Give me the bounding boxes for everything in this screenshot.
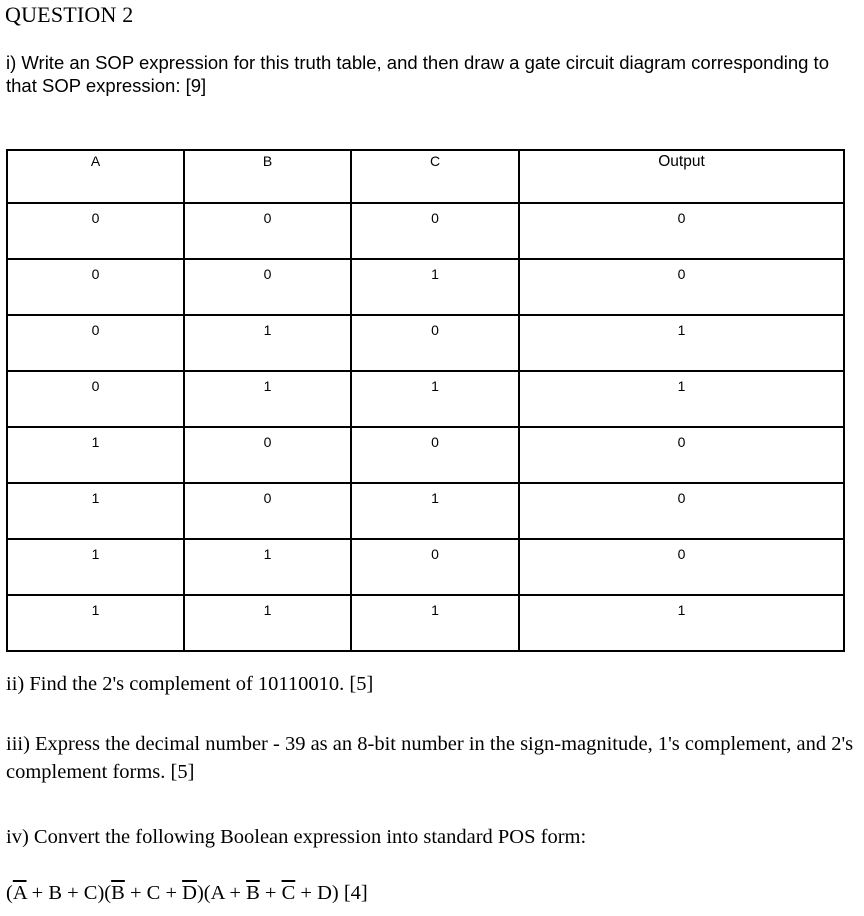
expr-part: + C + xyxy=(124,882,183,904)
cell-output: 0 xyxy=(519,427,844,483)
cell-c: 1 xyxy=(351,371,519,427)
header-a: A xyxy=(7,150,184,203)
cell-c: 1 xyxy=(351,259,519,315)
question-heading: QUESTION 2 xyxy=(5,2,134,27)
expr-complement-a: $\overline{A}$ xyxy=(12,882,27,904)
table-row xyxy=(7,259,844,315)
cell-output: 0 xyxy=(519,203,844,259)
table-row xyxy=(7,203,844,259)
cell-c: 0 xyxy=(351,539,519,595)
header-output: Output xyxy=(519,150,844,203)
header-b: B xyxy=(184,150,351,203)
cell-b: 0 xyxy=(184,259,351,315)
cell-c: 1 xyxy=(351,595,519,651)
cell-a: 1 xyxy=(7,483,184,539)
cell-output: 0 xyxy=(519,483,844,539)
header-c: C xyxy=(351,150,519,203)
table-row xyxy=(7,539,844,595)
cell-output: 0 xyxy=(519,259,844,315)
table-row xyxy=(7,315,844,371)
cell-a: 1 xyxy=(7,427,184,483)
expr-complement-b: $\overline{B}$ xyxy=(246,882,260,904)
cell-a: 0 xyxy=(7,371,184,427)
cell-b: 1 xyxy=(184,595,351,651)
table-row xyxy=(7,483,844,539)
table-header-row xyxy=(7,150,844,203)
question-1-text: i) Write an SOP expression for this truth table, and then draw a gate circuit diagram corresponding to that SOP expression: [9] xyxy=(6,52,829,96)
expr-part: + xyxy=(259,882,282,904)
table-row xyxy=(7,595,844,651)
cell-a: 1 xyxy=(7,539,184,595)
cell-output: 1 xyxy=(519,371,844,427)
cell-b: 0 xyxy=(184,483,351,539)
table-row xyxy=(7,427,844,483)
cell-b: 1 xyxy=(184,539,351,595)
expr-complement-c: $\overline{C}$ xyxy=(281,882,296,904)
cell-output: 0 xyxy=(519,539,844,595)
question-3-text: iii) Express the decimal number - 39 as an 8-bit number in the sign-magnitude, 1's complement, and 2's complement forms. [5] xyxy=(6,733,854,783)
cell-b: 1 xyxy=(184,315,351,371)
cell-c: 1 xyxy=(351,483,519,539)
expr-part: ( xyxy=(6,882,13,904)
cell-output: 1 xyxy=(519,315,844,371)
cell-a: 0 xyxy=(7,315,184,371)
cell-b: 1 xyxy=(184,371,351,427)
cell-a: 1 xyxy=(7,595,184,651)
table-row xyxy=(7,371,844,427)
cell-a: 0 xyxy=(7,259,184,315)
cell-c: 0 xyxy=(351,203,519,259)
cell-b: 0 xyxy=(184,203,351,259)
cell-b: 0 xyxy=(184,427,351,483)
expr-part: + B + C)( xyxy=(26,882,112,904)
expr-complement-b: $\overline{B}$ xyxy=(111,882,125,904)
cell-a: 0 xyxy=(7,203,184,259)
truth-table-body xyxy=(7,203,844,651)
cell-c: 0 xyxy=(351,315,519,371)
expr-part: + D) [4] xyxy=(295,882,368,904)
truth-table xyxy=(6,149,845,652)
expr-complement-d: $\overline{D}$ xyxy=(182,882,197,904)
question-2-text: ii) Find the 2's complement of 10110010. [5] xyxy=(6,673,374,695)
question-4-text: iv) Convert the following Boolean expression into standard POS form: xyxy=(6,826,587,848)
cell-output: 1 xyxy=(519,595,844,651)
expr-part: )(A + xyxy=(196,882,247,904)
cell-c: 0 xyxy=(351,427,519,483)
boolean-expression xyxy=(6,882,368,905)
